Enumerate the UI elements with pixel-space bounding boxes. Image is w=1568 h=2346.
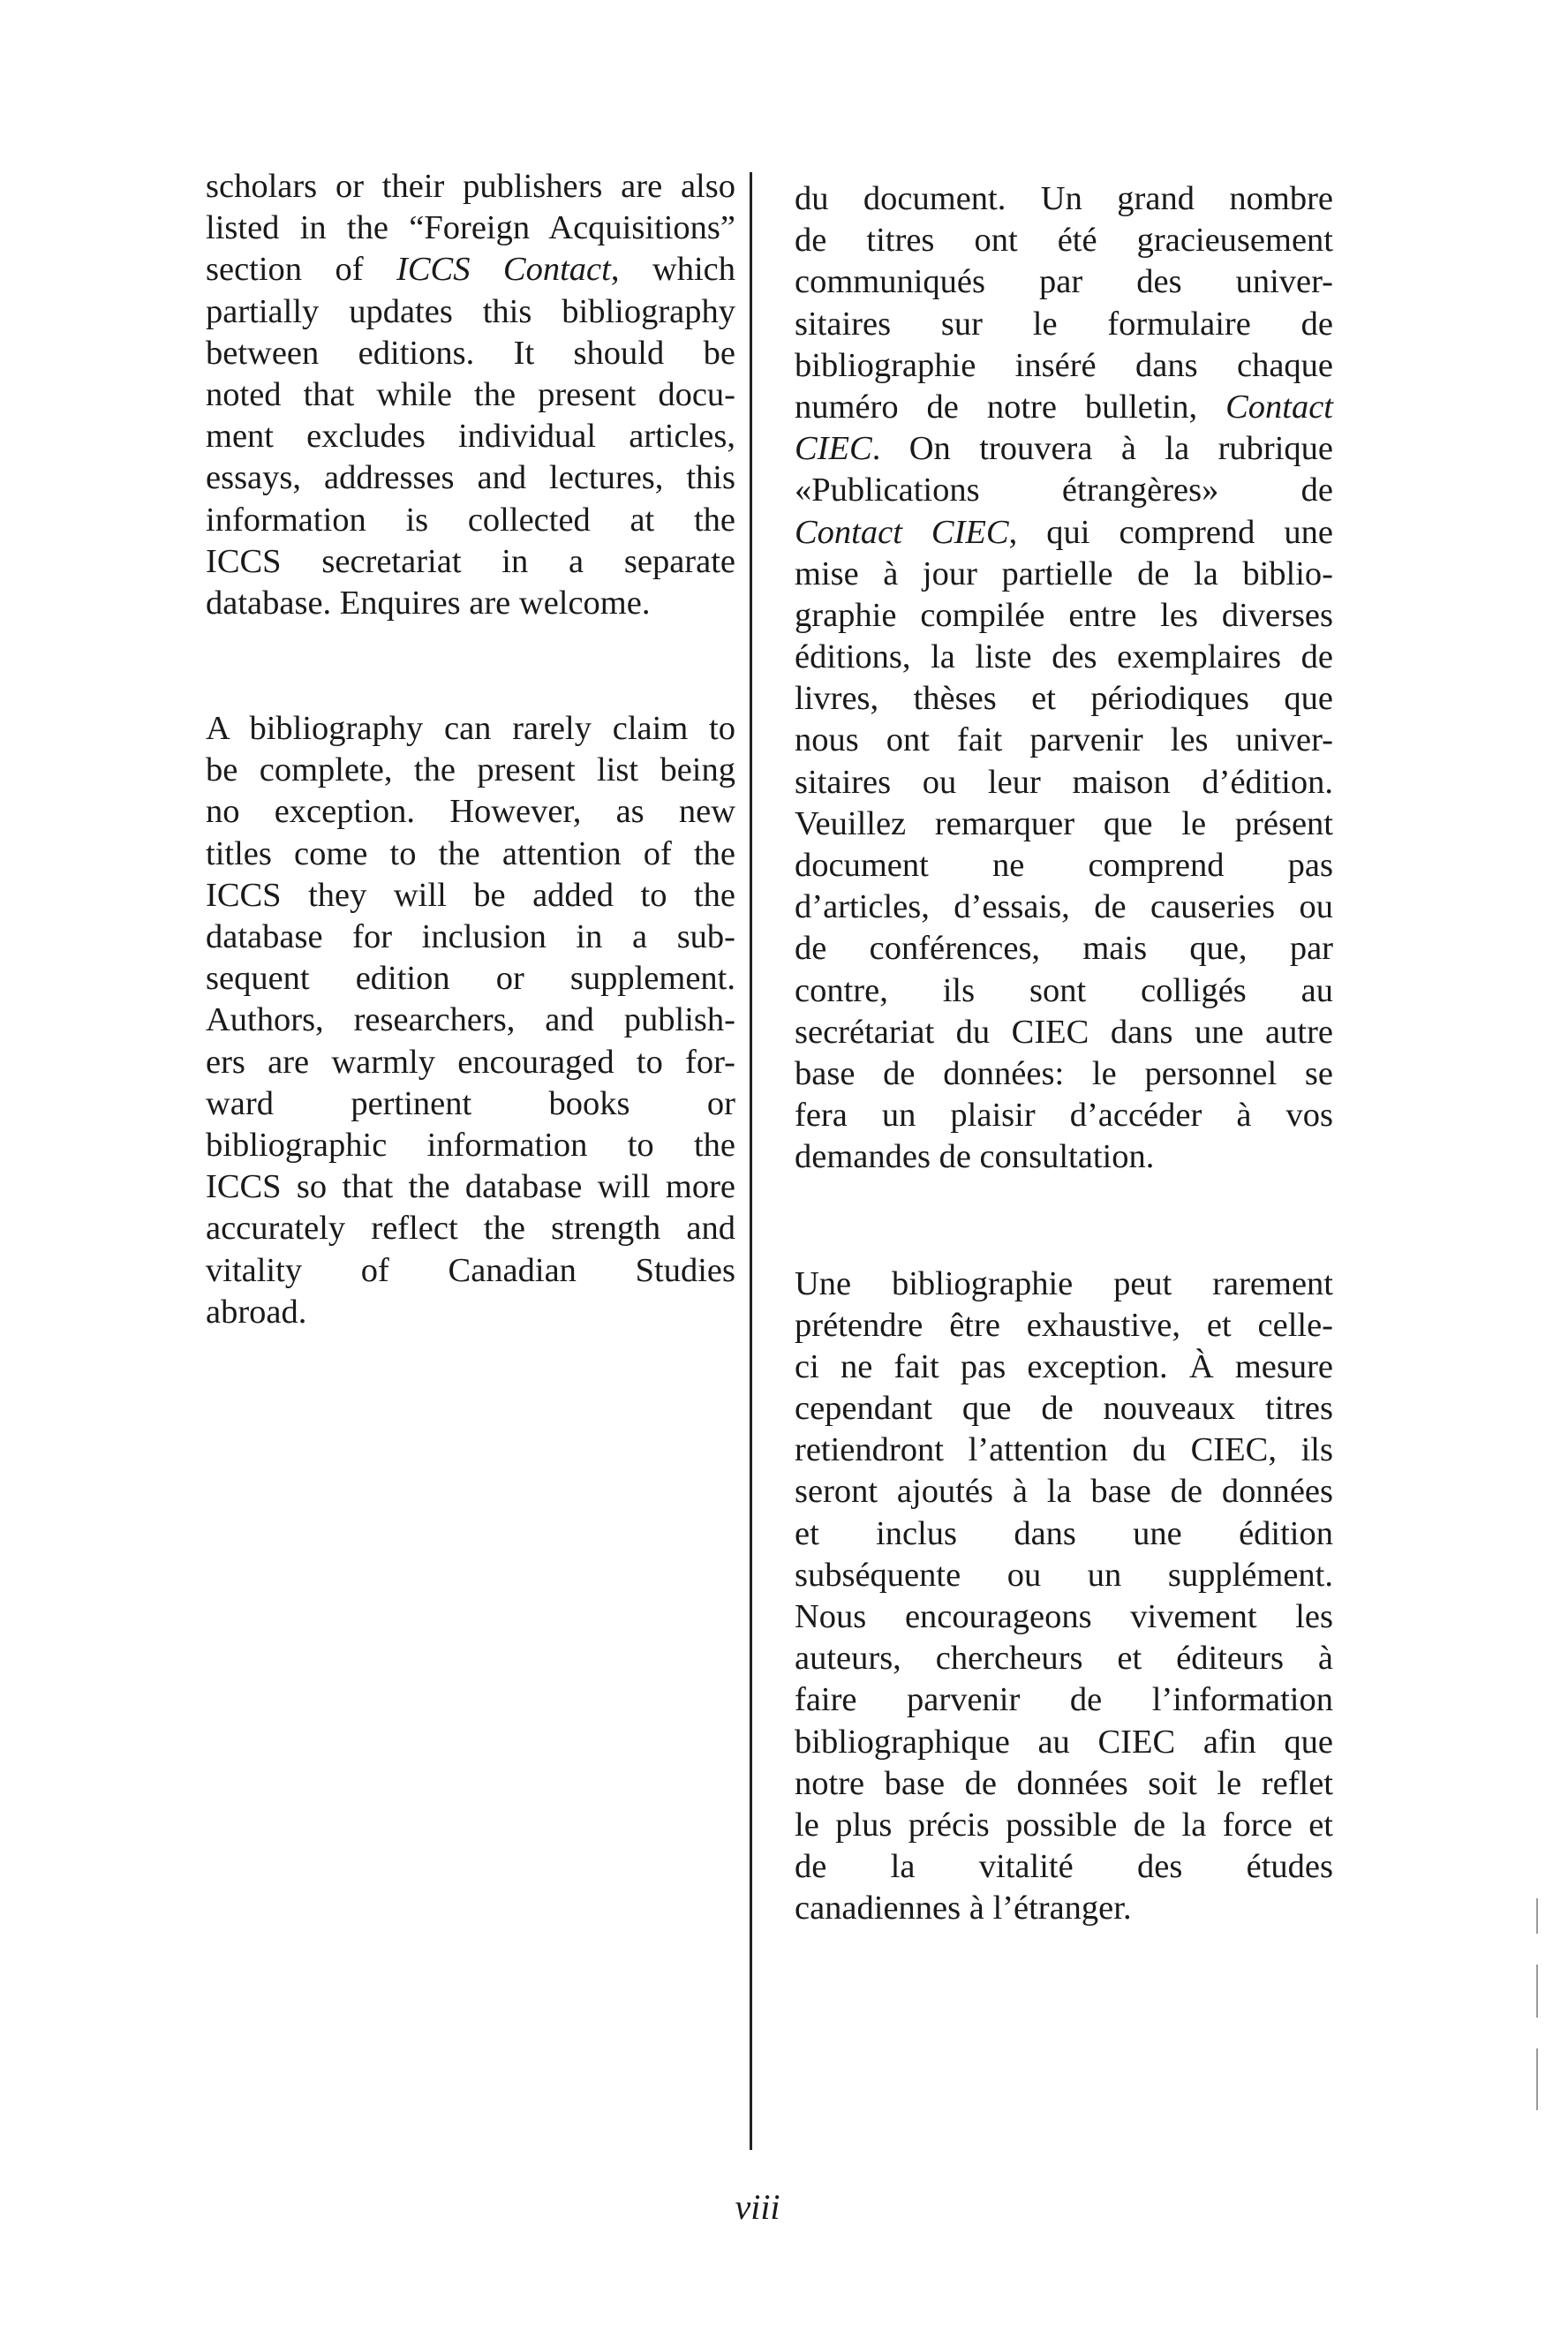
text-line: livres, thèses et périodiques que bbox=[795, 680, 1333, 718]
text-line: abroad. bbox=[206, 1293, 307, 1331]
text-line: mise à jour partielle de la biblio- bbox=[795, 554, 1333, 592]
text-line: de conférences, mais que, par bbox=[795, 930, 1333, 968]
text-line: Nous encourageons vivement les bbox=[795, 1598, 1333, 1635]
scan-edge-mark bbox=[1536, 2048, 1538, 2110]
text-line: ICCS secretariat in a separate bbox=[206, 542, 735, 580]
text-line: nous ont fait parvenir les univer- bbox=[795, 721, 1333, 759]
text-line: prétendre être exhaustive, et celle- bbox=[795, 1306, 1333, 1344]
text-line: subséquente ou un supplément. bbox=[795, 1556, 1333, 1594]
text-line: document ne comprend pas bbox=[795, 847, 1333, 884]
text-line: information is collected at the bbox=[206, 501, 735, 539]
text-line: fera un plaisir d’accéder à vos bbox=[795, 1097, 1333, 1135]
text-line: section of ICCS Contact, which bbox=[206, 251, 735, 289]
text-line: faire parvenir de l’information bbox=[795, 1681, 1333, 1719]
text-line: between editions. It should be bbox=[206, 334, 735, 372]
text-line: cependant que de nouveaux titres bbox=[795, 1390, 1333, 1428]
english-paragraph-2 bbox=[206, 708, 735, 1333]
text-line: bibliographie inséré dans chaque bbox=[795, 346, 1333, 384]
text-line: d’articles, d’essais, de causeries ou bbox=[795, 888, 1333, 926]
scan-edge-mark bbox=[1536, 1965, 1538, 2018]
text-line: ward pertinent books or bbox=[206, 1084, 735, 1122]
text-line: éditions, la liste des exemplaires de bbox=[795, 638, 1333, 676]
text-line: ment excludes individual articles, bbox=[206, 418, 735, 456]
scan-edge-mark bbox=[1536, 1898, 1538, 1934]
text-line: et inclus dans une édition bbox=[795, 1514, 1333, 1552]
text-line: bibliographic information to the bbox=[206, 1126, 735, 1164]
text-line: notre base de données soit le reflet bbox=[795, 1764, 1333, 1802]
text-line: accurately reflect the strength and bbox=[206, 1210, 735, 1248]
text-line: database for inclusion in a sub- bbox=[206, 918, 735, 955]
text-line: CIEC. On trouvera à la rubrique bbox=[795, 430, 1333, 468]
text-line: noted that while the present docu- bbox=[206, 375, 735, 413]
french-column bbox=[795, 178, 1333, 1930]
text-line: database. Enquires are welcome. bbox=[206, 584, 651, 622]
text-line: communiqués par des univer- bbox=[795, 263, 1333, 301]
english-paragraph-1 bbox=[206, 166, 735, 624]
text-line: base de données: le personnel se bbox=[795, 1054, 1333, 1092]
column-divider bbox=[750, 172, 752, 2150]
text-line: sequent edition or supplement. bbox=[206, 960, 735, 998]
text-line: scholars or their publishers are also bbox=[206, 168, 735, 205]
french-paragraph-1 bbox=[795, 178, 1333, 1179]
text-line: sitaires ou leur maison d’édition. bbox=[795, 763, 1333, 801]
text-line: contre, ils sont colligés au bbox=[795, 971, 1333, 1009]
text-line: secrétariat du CIEC dans une autre bbox=[795, 1013, 1333, 1051]
text-line: graphie compilée entre les diverses bbox=[795, 596, 1333, 634]
text-line: Contact CIEC, qui comprend une bbox=[795, 513, 1334, 551]
text-line: be complete, the present list being bbox=[206, 751, 735, 789]
text-line: Veuillez remarquer que le présent bbox=[795, 804, 1333, 842]
text-line: Une bibliographie peut rarement bbox=[795, 1264, 1333, 1302]
text-line: ICCS they will be added to the bbox=[206, 876, 735, 914]
text-line: retiendront l’attention du CIEC, ils bbox=[795, 1431, 1333, 1469]
text-line: listed in the “Foreign Acquisitions” bbox=[206, 209, 735, 247]
text-line: «Publications étrangères» de bbox=[795, 471, 1333, 509]
text-line: Authors, researchers, and publish- bbox=[206, 1001, 735, 1039]
text-line: demandes de consultation. bbox=[795, 1138, 1155, 1176]
text-line: de la vitalité des études bbox=[795, 1848, 1333, 1886]
text-line: essays, addresses and lectures, this bbox=[206, 459, 735, 497]
text-line: ci ne fait pas exception. À mesure bbox=[795, 1347, 1333, 1385]
text-line: no exception. However, as new bbox=[206, 793, 735, 831]
english-column bbox=[206, 166, 735, 1333]
text-line: numéro de notre bulletin, Contact bbox=[795, 388, 1333, 426]
text-line: partially updates this bibliography bbox=[206, 292, 735, 330]
text-line: seront ajoutés à la base de données bbox=[795, 1473, 1333, 1511]
text-line: vitality of Canadian Studies bbox=[206, 1251, 735, 1289]
text-line: auteurs, chercheurs et éditeurs à bbox=[795, 1640, 1333, 1678]
text-line: bibliographique au CIEC afin que bbox=[795, 1723, 1333, 1761]
text-line: sitaires sur le formulaire de bbox=[795, 305, 1333, 343]
text-line: A bibliography can rarely claim to bbox=[206, 710, 735, 748]
text-line: canadiennes à l’étranger. bbox=[795, 1890, 1132, 1927]
text-line: titles come to the attention of the bbox=[206, 834, 735, 872]
french-paragraph-2 bbox=[795, 1264, 1333, 1930]
text-line: de titres ont été gracieusement bbox=[795, 222, 1333, 260]
text-line: ers are warmly encouraged to for- bbox=[206, 1043, 735, 1081]
text-line: du document. Un grand nombre bbox=[795, 180, 1333, 217]
text-line: le plus précis possible de la force et bbox=[795, 1806, 1333, 1844]
text-line: ICCS so that the database will more bbox=[206, 1168, 735, 1206]
page-number: viii bbox=[735, 2187, 780, 2227]
